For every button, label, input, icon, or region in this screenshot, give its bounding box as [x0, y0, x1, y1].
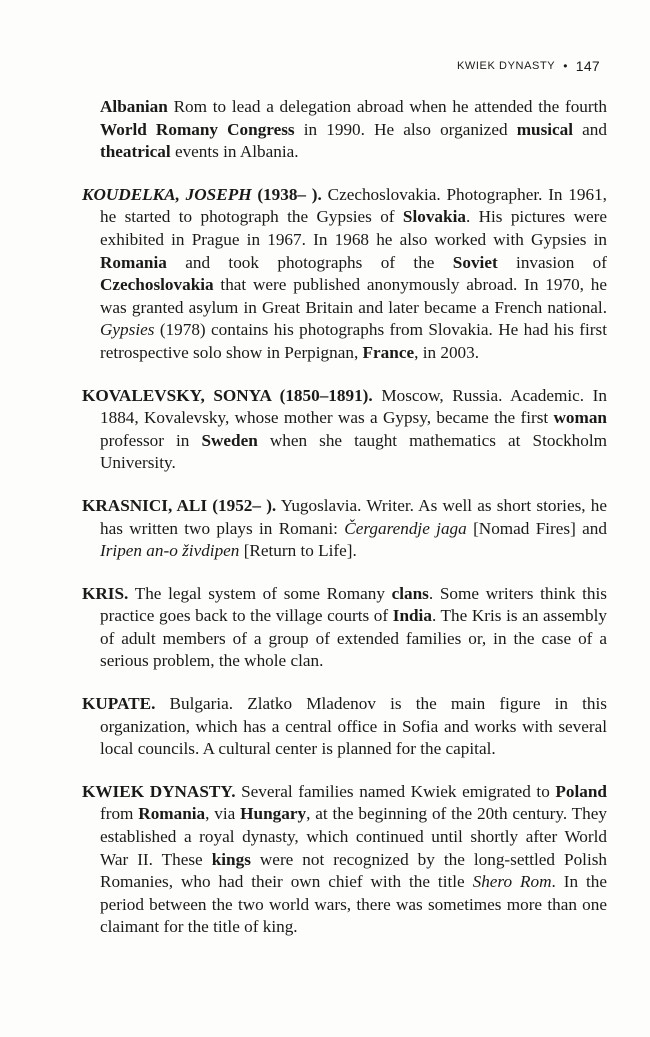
- xref: woman: [553, 408, 607, 428]
- entry-heading: KOVALEVSKY, SONYA (1850–1891).: [82, 385, 373, 405]
- entry-koudelka: KOUDELKA, JOSEPH (1938– ). Czechoslovakia. Photographer. In 1961, he started to photograph the Gypsies of Slovakia. His pictures were exhibited in Prague in 1967. In 1968 he also worked with Gypsies in Romania and took photographs of the Soviet invasion of Czechoslovakia that were published anonymously abroad. In 1970, he was granted asylum in Great Britain and later became a French national. Gypsies (1978) contains his photographs from Slovakia. He had his first retrospective solo show in Perpignan, France, in 2003.: [82, 184, 607, 362]
- xref: theatrical: [100, 142, 171, 162]
- entry-dates: (1938– ).: [251, 184, 322, 204]
- xref: Soviet: [452, 252, 498, 272]
- continuation-paragraph: Albanian Rom to lead a delegation abroad when he attended the fourth World Romany Congress in 1990. He also organized musical and theatrical events in Albania.: [100, 97, 607, 162]
- entry-heading: KRASNICI, ALI (1952– ).: [82, 495, 277, 515]
- title-italic: Shero Rom: [472, 872, 552, 892]
- xref: Romania: [138, 804, 206, 824]
- xref: World Romany Congress: [100, 119, 295, 139]
- entry-kovalevsky: KOVALEVSKY, SONYA (1850–1891). Moscow, Russia. Academic. In 1884, Kovalevsky, whose mother was a Gypsy, became the first woman professor in Sweden when she taught mathematics at Stockholm University.: [82, 385, 607, 473]
- xref: Slovakia: [402, 207, 466, 227]
- xref: kings: [211, 849, 251, 869]
- xref: Sweden: [201, 430, 258, 450]
- title-italic: Iripen an-o živdipen: [100, 541, 240, 561]
- xref: Czechoslovakia: [100, 275, 214, 295]
- xref: France: [362, 342, 415, 362]
- xref: Poland: [555, 781, 607, 801]
- xref: Albanian: [100, 97, 168, 116]
- title-italic: Gypsies: [100, 320, 155, 340]
- xref: musical: [516, 119, 574, 139]
- page-number: 147: [575, 58, 600, 74]
- entry-heading: KWIEK DYNASTY.: [82, 781, 236, 801]
- xref: Hungary: [240, 804, 307, 824]
- page-body: [82, 96, 607, 959]
- xref: clans: [391, 583, 429, 603]
- xref: India: [392, 606, 432, 626]
- entry-kris: KRIS. The legal system of some Romany clans. Some writers think this practice goes back to the village courts of India. The Kris is an assembly of adult members of a group of extended families or, in the case of a serious problem, the whole clan.: [82, 583, 607, 671]
- entry-heading: KOUDELKA, JOSEPH: [82, 184, 252, 204]
- entry-krasnici: KRASNICI, ALI (1952– ). Yugoslavia. Writer. As well as short stories, he has written two plays in Romani: Čergarendje jaga [Nomad Fires] and Iripen an-o živdipen [Return to Life].: [82, 495, 608, 561]
- entry-heading: KUPATE.: [82, 694, 156, 714]
- entry-heading: KRIS.: [82, 583, 129, 603]
- xref: Romania: [100, 252, 167, 272]
- header-bullet: •: [563, 59, 568, 73]
- entry-kupate: KUPATE. Bulgaria. Zlatko Mladenov is the main figure in this organization, which has a central office in Sofia and works with several local councils. A cultural center is planned for the capital.: [82, 694, 607, 759]
- title-italic: Čergarendje jaga: [344, 518, 467, 538]
- entry-kwiek-dynasty: KWIEK DYNASTY. Several families named Kwiek emigrated to Poland from Romania, via Hungary, at the beginning of the 20th century. They established a royal dynasty, which continued until shortly after World War II. These kings were not recognized by the long-settled Polish Romanies, who had their own chief with the title Shero Rom. In the period between the two world wars, there was sometimes more than one claimant for the title of king.: [82, 781, 608, 937]
- running-head: KWIEK DYNASTY: [456, 60, 556, 72]
- running-header: [457, 58, 600, 74]
